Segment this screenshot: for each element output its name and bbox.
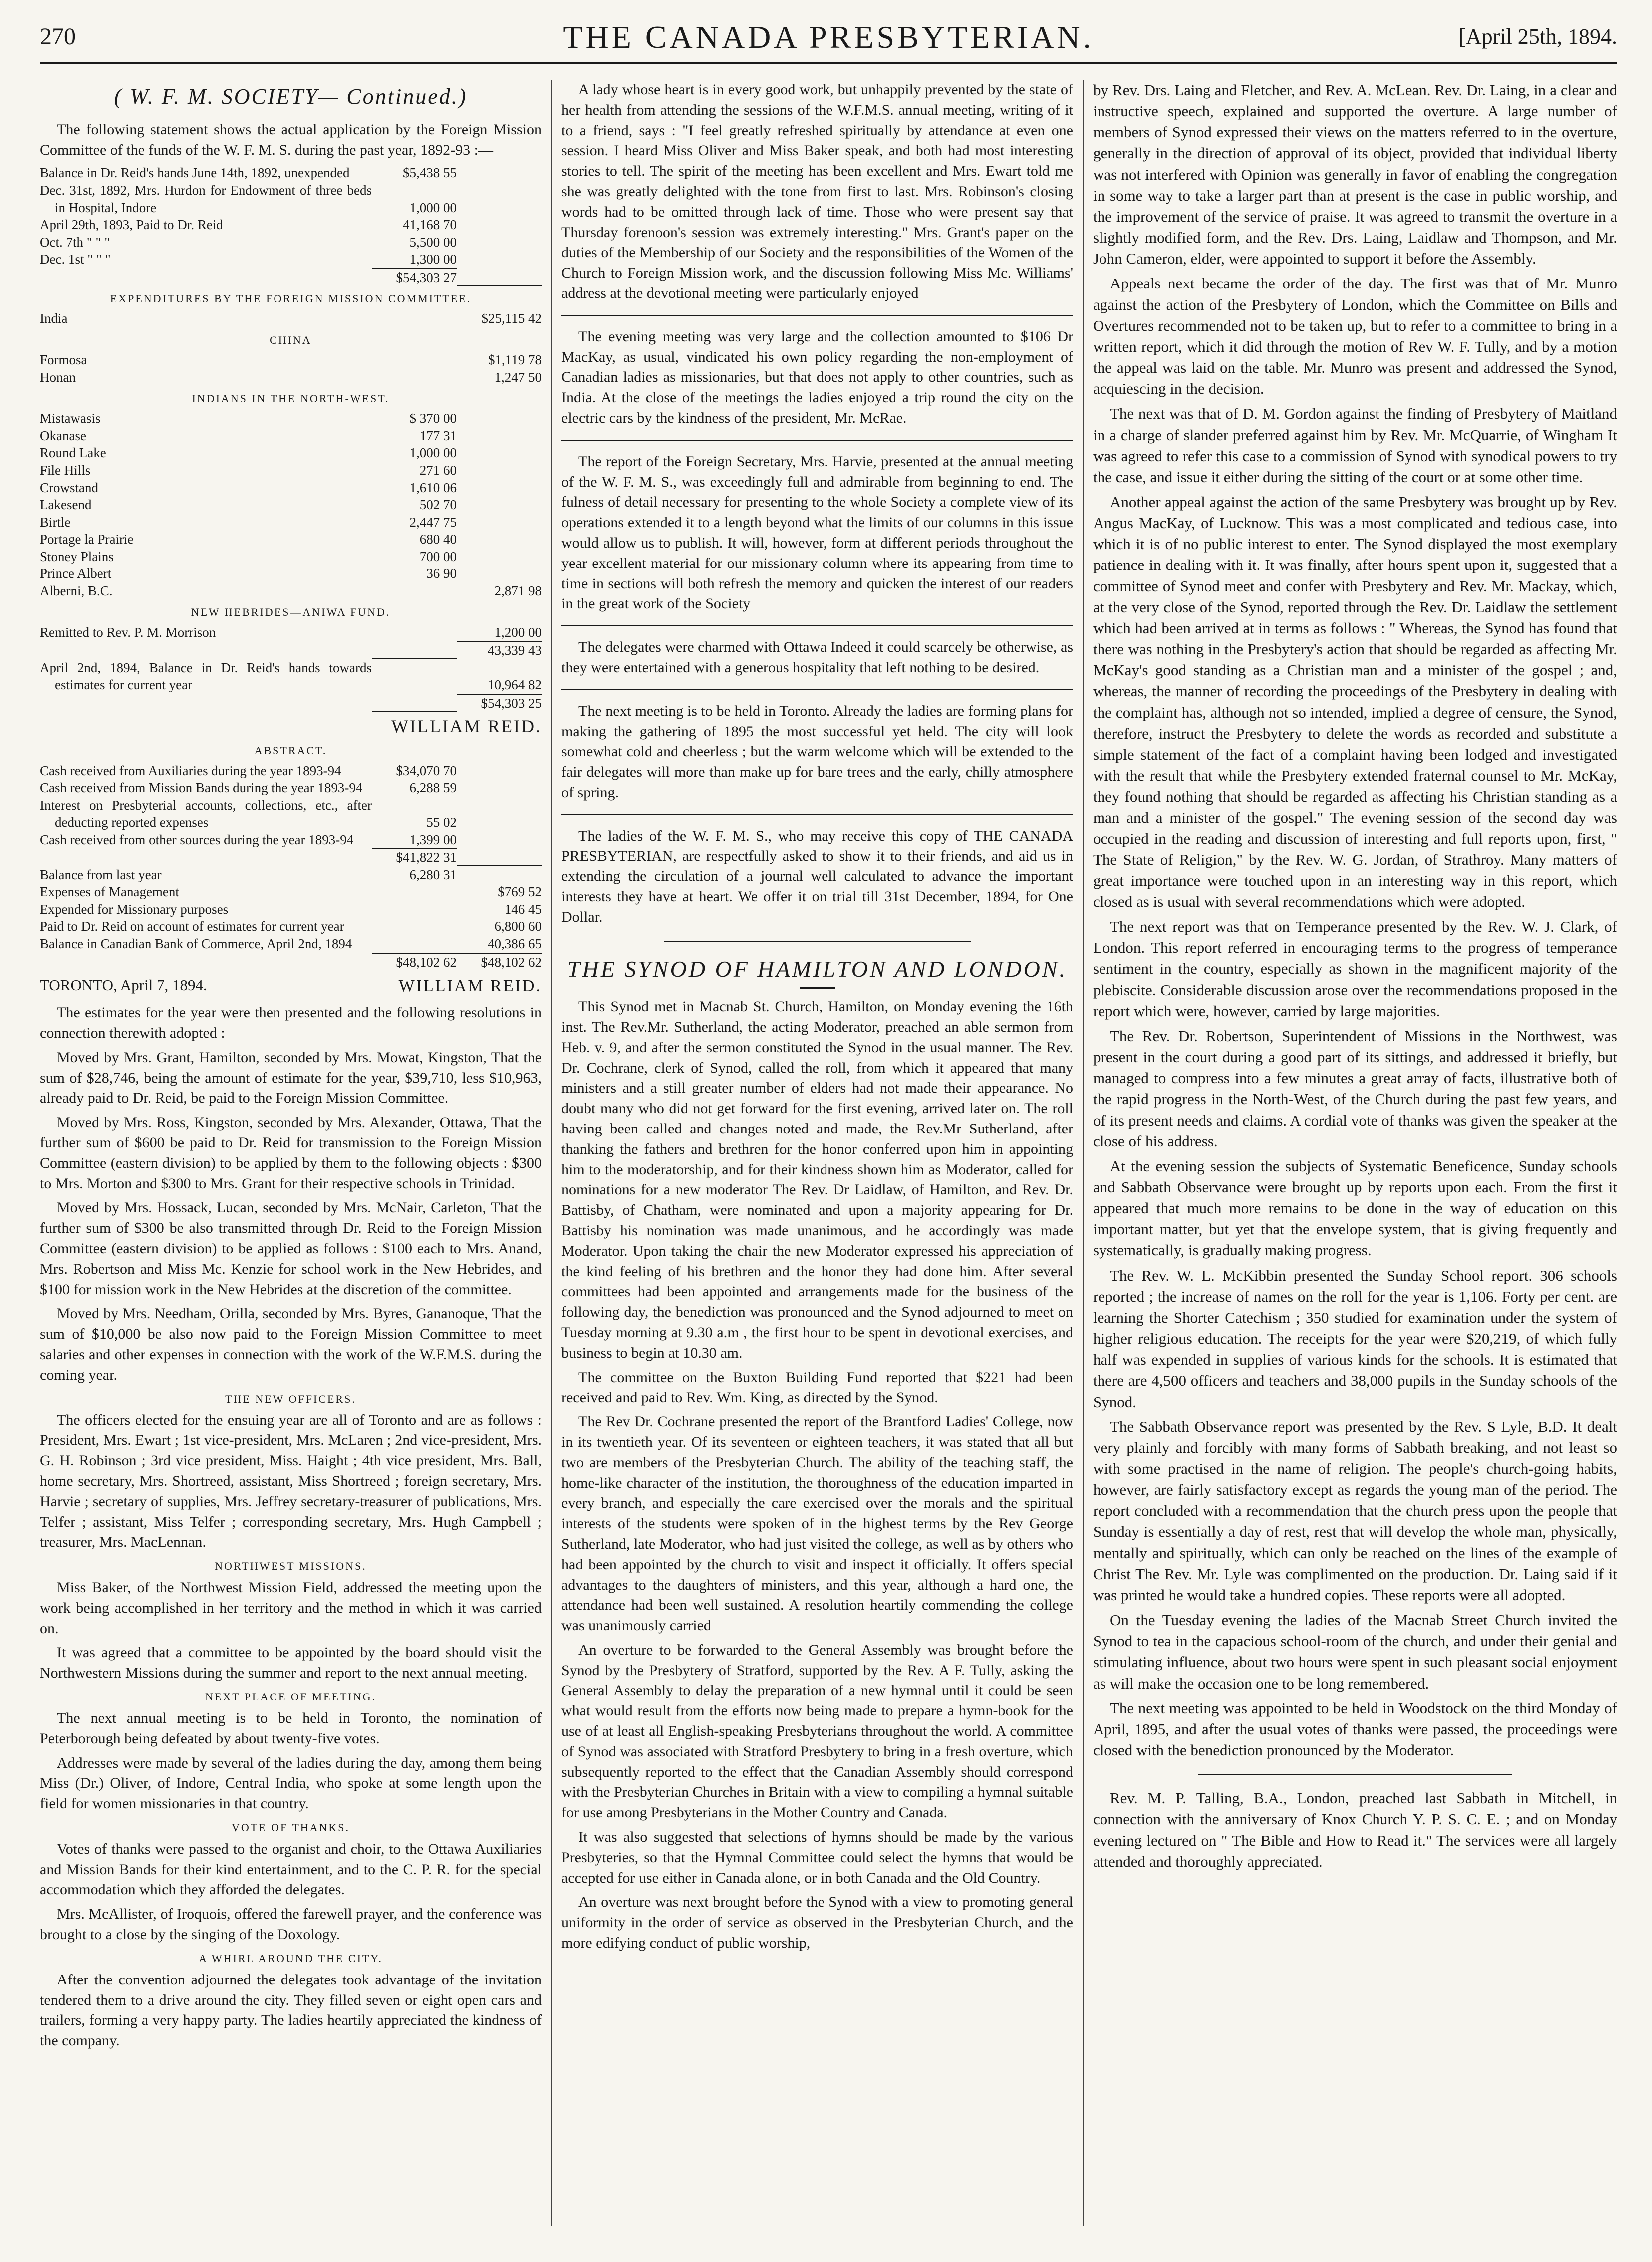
indians-row: Crowstand 1,610 06 [40,480,457,495]
divider [561,814,1073,815]
paragraph: The next meeting was appointed to be held in Woodstock on the third Monday of April, 1895, and after the usual votes of thanks were passed, the proceedings were closed with the benediction pronounced by the Moderator. [1093,1699,1617,1759]
paragraph: It was also suggested that selections of hymns should be made by the various Presbyteries, so that the Hymnal Committee could select the hymns that would be accepted for use either in Canada alone, or in both Canada and the Old Country. [561,1829,1073,1886]
balance-row: Dec. 31st, 1892, Mrs. Hurdon for Endowment of three beds in Hospital, Indore 1,000 00 [40,182,457,215]
abstract-heading: ABSTRACT. [254,744,327,757]
indians-row: Birtle 2,447 75 [40,514,457,530]
statement-intro: The following statement shows the actual application by the Foreign Mission Committee of the funds of the W. F. M. S. during the past year, 1892-93 :— [40,121,542,158]
abstract-row: Cash received from other sources during the year 1893-94 1,399 00 [40,832,457,847]
indians-row: Lakesend 502 70 [40,497,457,513]
dateline-signature: WILLIAM REID. [398,977,542,996]
paragraph: At the evening session the subjects of Systematic Beneficence, Sunday schools and Sabbath Observance were brought up by reports upon each. From the first it appeared that much more remains to be done in the way of education on this important matter, but yet that the envelope system, that is giving frequently and systematically, is gradually making progress. [1093,1157,1617,1259]
masthead-rule [40,62,1617,64]
paragraph: An overture to be forwarded to the General Assembly was brought before the Synod by the Presbytery of Stratford, supported by the Rev. A F. Tully, asking the General Assembly to delay the preparation of a new hymnal until it could be seen what would result from the efforts now being made to prepare a hymn-book for the use of at least all English-speaking Presbyterians throughout the world. A committee of Synod was associated with Stratford Presbytery to bring in a fresh overture, which subsequently reported to the effect that the Canadian Assembly should correspond with the Presbyterian Churches in Britain with a view to compiling a hymnal suitable for use among Presbyterians in the Mother Country and Canada. [561,1641,1073,1821]
masthead [40,19,1617,59]
page-number: 270 [40,23,76,50]
expense-row: Balance in Canadian Bank of Commerce, April 2nd, 1894 40,386 65 [40,936,542,951]
paragraph: Rev. M. P. Talling, B.A., London, preached last Sabbath in Mitchell, in connection with the anniversary of Knox Church Y. P. S. C. E. ; and on Monday evening lectured on " The Bible and How to Read it." The services were all largely attended and thoroughly appreciated. [1093,1789,1617,1870]
abstract-sum: $41,822 31 [40,848,542,866]
paragraph: Moved by Mrs. Needham, Orilla, seconded by Mrs. Byres, Gananoque, That the sum of $10,000 be also now paid to the Foreign Mission Committee to meet salaries and other expenses in connection with the work of the W.F.M.S. during the coming year. [40,1305,542,1383]
paragraph: by Rev. Drs. Laing and Fletcher, and Rev. A. McLean. Rev. Dr. Laing, in a clear and instructive speech, explained and supported the overture. A large number of members of Synod expressed their views on the matters referred to in the overture, generally in the direction of approval of its object, provided that individual liberty was not interfered with Opinion was generally in favor of enabling the congregation in some way to take a larger part than at present is the case in public worship, and the improvement of the service of praise. It was agreed to transmit the overture in a slightly modified form, and the Rev. Drs. Laing, Laidlaw and Thompson, and Mr. John Cameron, elder, were appointed to support it before the Assembly. [1093,81,1617,268]
subheading: NEXT PLACE OF MEETING. [205,1691,377,1703]
indians-row: Round Lake 1,000 00 [40,445,457,461]
divider [1198,1774,1512,1775]
paragraph: Mrs. McAllister, of Iroquois, offered the farewell prayer, and the conference was brought to a close by the singing of the Doxology. [40,1906,542,1943]
expense-row: Expended for Missionary purposes 146 45 [40,901,542,917]
issue-date: [April 25th, 1894. [1458,24,1617,49]
paragraph: Moved by Mrs. Grant, Hamilton, seconded by Mrs. Mowat, Kingston, That the sum of $28,746, being the amount of estimate for the year, $39,710, less $10,963, already paid to Dr. Reid, be paid to the Foreign Mission Committee. [40,1049,542,1107]
indians-row: Okanase 177 31 [40,428,457,443]
new-hebrides-heading: NEW HEBRIDES—ANIWA FUND. [191,606,391,619]
paragraph: An overture was next brought before the Synod with a view to promoting general uniformity in the order of service as observed in the Presbyterian Church, and the more edifying conduct of public worship, [561,1894,1073,1952]
indians-row: Alberni, B.C. 2,871 98 [40,583,542,598]
section-title: ( W. F. M. SOCIETY— Continued.) [114,84,468,109]
china-heading: CHINA [270,333,312,346]
abstract-row: Cash received from Auxiliaries during the year 1893-94 $34,070 70 [40,763,457,778]
abstract-row: Interest on Presbyterial accounts, collections, etc., after deducting reported expenses 55 02 [40,797,457,830]
paragraph: This Synod met in Macnab St. Church, Hamilton, on Monday evening the 16th inst. The Rev.Mr. Sutherland, the acting Moderator, preached an able sermon from Heb. v. 9, and after the sermon constituted the Synod in the usual manner. The Rev. Dr. Cochrane, clerk of Synod, called the roll, from which it appeared that many ministers and a still greater number of elders had not made their appearance. No doubt many who did not get forward for the first evening, arrived later on. The roll having been called and changes noted and made, the Rev.Mr Sutherland, after thanking the fathers and brethren for the honor conferred upon him in appointing him to the moderatorship, and for their kindness shown him as Moderator, called for nominations for a new moderator The Rev. Dr Laidlaw, of Hamilton, and Rev. Dr. Battisby, of Chatham, were nominated and upon a majority appearing for Dr. Battisby his nomination was made unanimous, and he accordingly was made Moderator. Upon taking the chair the new Moderator expressed his appreciation of the kind feeling of his brethren and the honor they had done him. After several committees had been appointed and arrangements made for the business of the following day, the benediction was pronounced and the Synod adjourned to meet on Tuesday morning at 9.30 a.m , the first hour to be spent in devotional exercises, and business to begin at 10.30 am. [561,998,1073,1361]
paragraph: The Rev Dr. Cochrane presented the report of the Brantford Ladies' College, now in its twentieth year. Of its seventeen or eighteen teachers, it was stated that all but two are members of the Presbyterian Church. The ability of the teaching staff, the home-like character of the institution, the thoroughness of the education imparted in every branch, and especially the care exercised over the morals and the spiritual interests of the students were spoken of in the highest terms by the Rev George Sutherland, late Moderator, who had just visited the college, as well as by others who had been appointed by the church to visit and inspect it officially. It offers special advantages to the daughters of ministers, and this year, although a hard one, the attendance had been well sustained. A resolution heartily commending the college was unanimously carried [561,1414,1073,1634]
column-2 [561,80,1073,2236]
paragraph: Addresses were made by several of the ladies during the day, among them being Miss (Dr.) Oliver, of Indore, Central India, who spoke at some length upon the field for women missionaries in that country. [40,1754,542,1812]
paragraph: The next meeting is to be held in Toronto. Already the ladies are forming plans for making the gathering of 1895 the most successful yet held. The city will look somewhat cold and cheerless ; but the warm welcome which will be extended to the fair delegates will more than make up for bare trees and the early, chilly atmosphere of spring. [561,702,1073,801]
balance-row: Oct. 7th " " " 5,500 00 [40,234,457,250]
indians-row: Portage la Prairie 680 40 [40,532,457,547]
paragraph: The committee on the Buxton Building Fund reported that $221 had been received and paid to Rev. Wm. King, as directed by the Synod. [561,1369,1073,1406]
financial-statement [40,164,542,971]
paragraph: The Sabbath Observance report was presented by the Rev. S Lyle, B.D. It dealt very plainly and forcibly with many forms of Sabbath breaking, and not least so with some practised in the name of religion. The people's church-going habits, however, are fairly satisfactory except as regards the young man of the period. The report concluded with a recommendation that the church press upon the people that Sunday is essentially a day of rest, rest that will develop the whole man, physically, mentally and spiritually, which can only be reached on the lines of the example of Christ The Rev. Mr. Lyle was complimented on the production. Dr. Laing said if it was printed he would take a hundred copies. These reports were all adopted. [1093,1417,1617,1604]
april-balance-row: April 2nd, 1894, Balance in Dr. Reid's hands towards estimates for current year 10,964 82 [40,660,542,693]
expenditures-heading: EXPENDITURES BY THE FOREIGN MISSION COMMITTEE. [110,292,472,305]
expense-row: Expenses of Management $769 52 [40,884,542,900]
final-totals-row: $48,102 62 $48,102 62 [40,953,542,971]
paragraph: The Rev. W. L. McKibbin presented the Sunday School report. 306 schools reported ; the increase of names on the roll for the year is 1,106. Forty per cent. are learning the Shorter Catechism ; 350 studied for examination under the system of higher religious education. The receipts for the year were $20,219, of which fully half was expended in supplies of various kinds for the schools. It is estimated that there are 4,500 officers and teachers and 38,000 pupils in the Sunday schools of the Synod. [1093,1266,1617,1411]
column-1 [40,80,542,2236]
indians-row: Prince Albert 36 90 [40,566,457,581]
paragraph: Another appeal against the action of the same Presbytery was brought up by Rev. Angus MacKay, of Lucknow. This was a most complicated and tedious case, into which it is of no public interest to enter. The Synod displayed the most exemplary patience in dealing with it. It was finally, after hours spent upon it, suggested that a committee of Synod meet and confer with Presbytery and Rev. Mr. Mackay, which, at the very close of the Synod, reported through the Rev. Dr. Laidlaw the settlement which had been arrived at in terms as follows : " Whereas, the Synod has found that there was nothing in the Presbytery's action that should be regarded as affecting Mr. McKay's good standing as a Christian man and a minister of the gospel ; and, whereas, the manner of recording the proceedings of the Presbytery in dealing with the complaint has, although not so intended, implied a degree of censure, the Synod, therefore, instruct the Presbytery to delete the words as recorded and substitute a simple statement of the fact of a complaint having been lodged and investigated with the result that while the Presbytery extended fraternal counsel to Mr. McKay, they found nothing that should be regarded as affecting his Christian standing as a man and a minister of the gospel." The evening session of the second day was occupied in the reading and discussion of interesting and full reports upon, first, " The State of Religion," by the Rev. W. G. Jordan, of Strathroy. Many matters of great importance were touched upon in an interesting way in this report, which closed as is usual with several recommendations which were adopted. [1093,493,1617,910]
subheading: THE NEW OFFICERS. [225,1392,356,1405]
indians-row: Mistawasis $ 370 00 [40,411,457,426]
divider [561,315,1073,316]
indians-row: Stoney Plains 700 00 [40,549,457,564]
expense-row: Paid to Dr. Reid on account of estimates for current year 6,800 60 [40,919,542,934]
column-divider [1083,80,1084,2226]
paragraph: The Rev. Dr. Robertson, Superintendent of Missions in the Northwest, was present in the court during a good part of its sittings, and addressed it briefly, but managed to compress into a few minutes a great array of facts, illustrative both of the rapid progress in the North-West, of the Church during the past few years, and of its present needs and claims. A cordial vote of thanks was given the speaker at the close of his address. [1093,1027,1617,1150]
divider [561,625,1073,626]
synod-title: THE SYNOD OF HAMILTON AND LONDON. [567,956,1067,982]
statement-total: $54,303 25 [40,694,542,712]
balance-total: $54,303 27 [40,268,542,286]
balance-row: Balance in Dr. Reid's hands June 14th, 1892, unexpended $5,438 55 [40,165,457,181]
subheading: NORTHWEST MISSIONS. [215,1560,367,1573]
paragraph: After the convention adjourned the delegates took advantage of the invitation tendered them to a drive around the city. They filled seven or eight open cars and trailers, forming a very happy party. The ladies heartily appreciated the kindness of the company. [40,1971,542,2049]
china-row: Honan 1,247 50 [40,369,542,385]
paragraph: The ladies of the W. F. M. S., who may receive this copy of THE CANADA PRESBYTERIAN, are respectfully asked to show it to their friends, and aid us in extending the circulation of a journal well calculated to advance the important interests they have at heart. We offer it on trial till 31st December, 1894, for One Dollar. [561,827,1073,925]
paragraph: Moved by Mrs. Hossack, Lucan, seconded by Mrs. McNair, Carleton, That the further sum of $300 be also transmitted through Dr. Reid to the Foreign Mission Committee (eastern division) to be applied as follows : $100 each to Mrs. Anand, Mrs. Robertson and Miss Mc. Kenzie for school work in the New Hebrides, and $100 for mission work in the New Hebrides at the discretion of the committee. [40,1199,542,1298]
column-divider [551,80,552,2226]
balance-last-year-row: Balance from last year 6,280 31 [40,867,457,882]
paragraph: The evening meeting was very large and the collection amounted to $106 Dr MacKay, as usual, vindicated his own policy regarding the non-employment of Canadian ladies as missionaries, but that does not apply to other countries, such as India. At the close of the meetings the ladies enjoyed a trip round the city on the electric cars by the kindness of the president, Mr. McRae. [561,328,1073,426]
publication-title: THE CANADA PRESBYTERIAN. [563,19,1094,55]
india-row: India $25,115 42 [40,311,542,326]
china-row: Formosa $1,119 78 [40,352,542,368]
subheading: A WHIRL AROUND THE CITY. [199,1952,383,1965]
paragraph: The officers elected for the ensuing year are all of Toronto and are as follows : President, Mrs. Ewart ; 1st vice-president, Mrs. McLaren ; 2nd vice-president, Mrs. G. H. Robinson ; 3rd vice president, Miss. Haight ; 4th vice president, Mrs. Ball, home secretary, Mrs. Shortreed, assistant, Miss Shortreed ; foreign secretary, Mrs. Harvie ; secretary of supplies, Mrs. Jeffrey secretary-treasurer of publications, Mrs. Telfer ; assistant, Miss Telfer ; corresponding secretary, Mrs. Hugh Campbell ; treasurer, Mrs. MacLennan. [40,1412,542,1551]
remitted-row: Remitted to Rev. P. M. Morrison 1,200 00 [40,624,542,640]
dateline-place: TORONTO, April 7, 1894. [40,976,207,994]
paragraph: Appeals next became the order of the day. The first was that of Mr. Munro against the action of the Presbytery of London, which the Committee on Bills and Overtures recommended not to be taken up, but to refer to a committee to bring in a written report, which it did through the motion of Rev W. F. Tully, and by a motion the appeal was laid on the table. Mr. Munro was present and addressed the Synod, acquiescing in the decision. [1093,275,1617,398]
balance-row: Dec. 1st " " " 1,300 00 [40,252,457,267]
indians-row: File Hills 271 60 [40,463,457,478]
indians-heading: INDIANS IN THE NORTH-WEST. [192,392,390,405]
abstract-row: Cash received from Mission Bands during the year 1893-94 6,288 59 [40,780,457,796]
paragraph: The report of the Foreign Secretary, Mrs. Harvie, presented at the annual meeting of the W. F. M. S., was exceedingly full and admirable from beginning to end. The fulness of detail necessary for presenting to the whole Society a complete view of its operations extended it to a length beyond what the limits of our columns in this issue would allow us to publish. It will, however, form at different periods throughout the year excellent material for our missionary column where its appearing from time to time in sections will both refresh the memory and quicken the interest of our readers in the great work of the Society [561,453,1073,612]
subtotal-row: 43,339 43 [40,641,542,659]
divider [561,440,1073,441]
title-rule [800,987,835,989]
column-3 [1093,80,1617,2236]
paragraph: The delegates were charmed with Ottawa Indeed it could scarcely be otherwise, as they were entertained with a generous hospitality that left nothing to be desired. [561,639,1073,676]
paragraph: Moved by Mrs. Ross, Kingston, seconded by Mrs. Alexander, Ottawa, That the further sum of $600 be paid to Dr. Reid for transmission to the Foreign Mission Committee (eastern division) to be applied by them to the following objects : $300 to Mrs. Morton and $300 to Mrs. Grant for their respective schools in Trinidad. [40,1114,542,1192]
balance-row: April 29th, 1893, Paid to Dr. Reid 41,168 70 [40,217,457,233]
paragraph: It was agreed that a committee to be appointed by the board should visit the Northwestern Missions during the summer and report to the next annual meeting. [40,1644,542,1682]
paragraph: The next was that of D. M. Gordon against the finding of Presbytery of Maitland in a charge of slander preferred against him by Rev. Mr. McQuarrie, of Wingham It was agreed to refer this case to a commission of Synod with synodical powers to try the case, and issue it either during the sitting of the court or at some other time. [1093,405,1617,486]
paragraph: On the Tuesday evening the ladies of the Macnab Street Church invited the Synod to tea in the capacious school-room of the church, and under their genial and stimulating influence, about two hours were spent in such pleasant social enjoyment as will make the occasion one to be long remembered. [1093,1611,1617,1692]
paragraph: Miss Baker, of the Northwest Mission Field, addressed the meeting upon the work being accomplished in her territory and the method in which it was carried on. [40,1579,542,1637]
divider [664,941,971,942]
divider [561,689,1073,690]
signature: WILLIAM REID. [391,716,542,737]
paragraph: Votes of thanks were passed to the organist and choir, to the Ottawa Auxiliaries and Mission Bands for their kind entertainment, and to the C. P. R. for the special accommodation which they afforded the delegates. [40,1840,542,1898]
paragraph: The estimates for the year were then presented and the following resolutions in connection therewith adopted : [40,1004,542,1042]
dateline [40,975,542,998]
paragraph: The next annual meeting is to be held in Toronto, the nomination of Peterborough being defeated by about twenty-five votes. [40,1709,542,1747]
subheading: VOTE OF THANKS. [231,1821,350,1834]
paragraph: A lady whose heart is in every good work, but unhappily prevented by the state of her health from attending the sessions of the W.F.M.S. annual meeting, writing of it to a friend, says : "I feel greatly refreshed spiritually by attendance at even one session. I heard Miss Oliver and Miss Baker speak, and both had most interesting stories to tell. The spirit of the meeting has been excellent and Mrs. Ewart told me she was greatly delighted with the tone from first to last. Mrs. Robinson's closing words had to be omitted through lack of time. Those who were present say that Thursday forenoon's session was extremely interesting." Mrs. Grant's paper on the duties of the Membership of our Society and the responsibilities of the Women of the Church to Foreign Mission work, and the discussion following Miss Mc. Williams' address at the devotional meeting were particularly enjoyed [561,81,1073,301]
paragraph: The next report was that on Temperance presented by the Rev. W. J. Clark, of London. This report referred in encouraging terms to the progress of temperance sentiment in the country, especially as shown in the magnificent majority of the plebiscite. Considerable discussion arose over the recommendations proposed in the report which were, however, carried by large majorities. [1093,918,1617,1020]
